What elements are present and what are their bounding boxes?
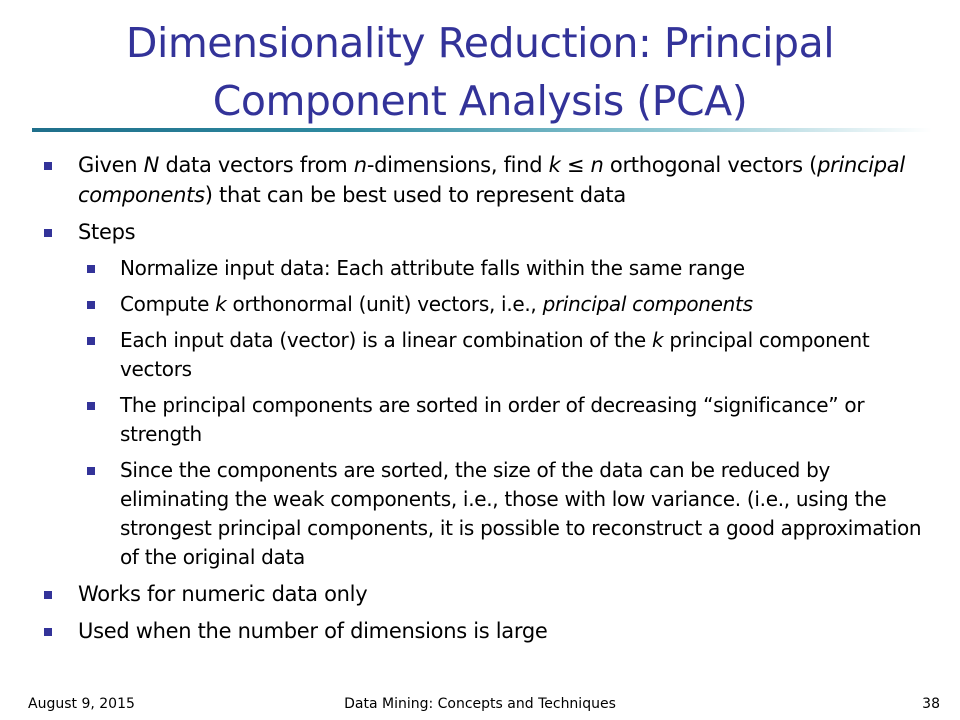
bullet-text: orthogonal vectors ( <box>603 153 818 177</box>
sub-bullet-reduce-size: Since the components are sorted, the size of the data can be reduced by eliminating the weak components, i.e., those with low variance. (i.e., using the strongest principal components, it is possible to reconstruct a good approximation of the original data <box>36 456 936 572</box>
bullet-text: orthonormal (unit) vectors, i.e., <box>226 292 543 316</box>
bullet-text: ) that can be best used to represent data <box>204 183 626 207</box>
bullet-pca-definition <box>36 150 936 210</box>
bullet-numeric-only: Works for numeric data only <box>36 579 936 609</box>
bullet-italic: principal components <box>78 153 905 207</box>
bullet-text: Compute <box>120 292 216 316</box>
sub-bullet-normalize: Normalize input data: Each attribute falls within the same range <box>36 254 936 283</box>
title-divider <box>32 128 932 132</box>
footer-page-number: 38 <box>922 696 940 712</box>
bullet-text: principal component vectors <box>120 328 870 381</box>
bullet-text: Given <box>78 153 144 177</box>
bullet-text: -dimensions, find <box>366 153 549 177</box>
slide-title: Dimensionality Reduction: Principal Component Analysis (PCA) <box>125 19 835 125</box>
slide-footer <box>0 696 960 716</box>
bullet-italic: principal components <box>542 292 753 316</box>
bullet-large-dimensions: Used when the number of dimensions is large <box>36 616 936 646</box>
bullet-italic: k <box>215 292 227 316</box>
footer-course: Data Mining: Concepts and Techniques <box>344 696 616 712</box>
bullet-text: Each input data (vector) is a linear combination of the <box>120 328 652 352</box>
bullet-italic: N <box>143 153 160 177</box>
bullet-italic: n <box>353 153 367 177</box>
sub-bullet-compute <box>36 290 936 319</box>
footer-date: August 9, 2015 <box>28 696 135 712</box>
bullet-italic: k <box>652 328 664 352</box>
sub-bullet-linear-combination <box>36 326 936 384</box>
bullet-text: data vectors from <box>159 153 354 177</box>
sub-bullet-sorted: The principal components are sorted in order of decreasing “significance” or strength <box>36 391 936 449</box>
bullet-steps: Steps <box>36 217 936 247</box>
bullet-italic: k ≤ n <box>548 153 604 177</box>
slide-body <box>36 150 936 653</box>
